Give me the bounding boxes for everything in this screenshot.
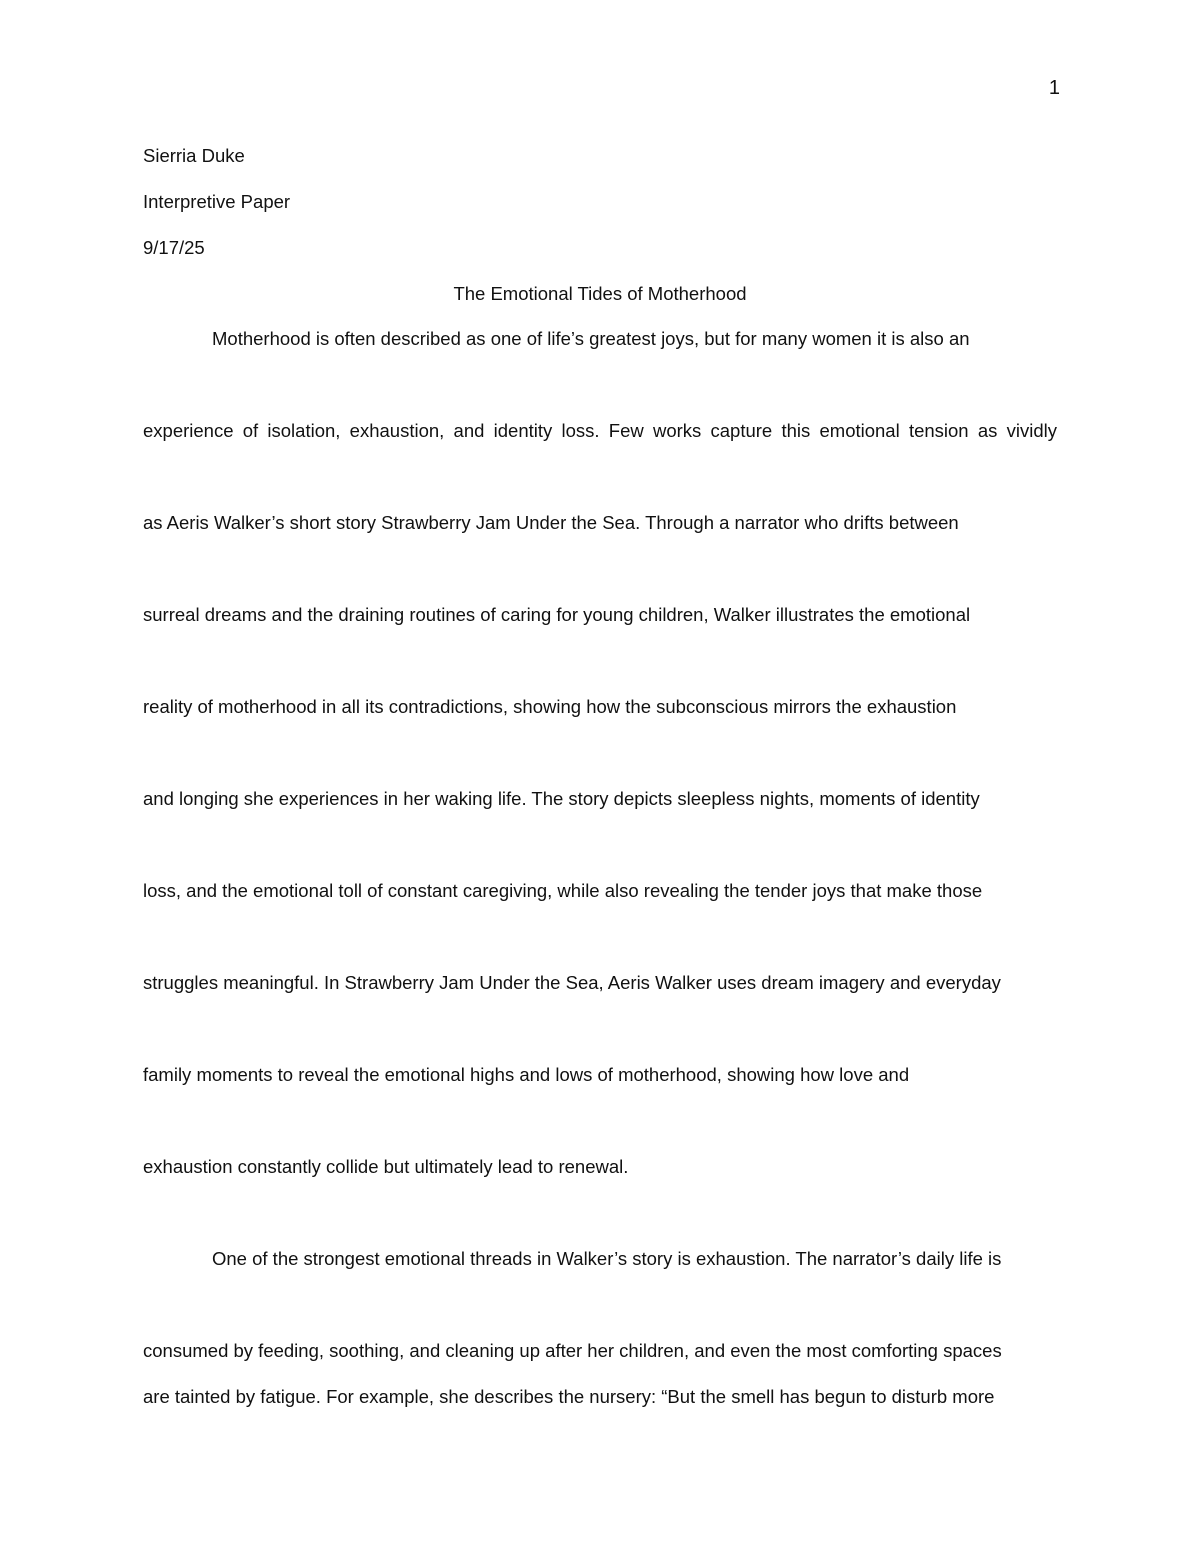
paper-date: 9/17/25	[143, 237, 205, 258]
body-line-13: are tainted by fatigue. For example, she describes the nursery: “But the smell has begun to disturb more	[143, 1386, 995, 1407]
body-line-7: loss, and the emotional toll of constant caregiving, while also revealing the tender joys that make those	[143, 880, 983, 901]
body-line-2: experience of isolation, exhaustion, and identity loss. Few works capture this emotional tension as vividly	[143, 420, 1057, 441]
body-line-1: Motherhood is often described as one of life’s greatest joys, but for many women it is also an	[212, 328, 970, 349]
body-line-12: consumed by feeding, soothing, and cleaning up after her children, and even the most comforting spaces	[143, 1340, 1002, 1361]
body-line-3: as Aeris Walker’s short story Strawberry Jam Under the Sea. Through a narrator who drifts between	[143, 512, 959, 533]
body-line-8: struggles meaningful. In Strawberry Jam Under the Sea, Aeris Walker uses dream imagery and everyday	[143, 972, 1001, 993]
page-number: 1	[1048, 77, 1060, 99]
body-line-6: and longing she experiences in her waking life. The story depicts sleepless nights, moments of identity	[143, 788, 980, 809]
body-line-4: surreal dreams and the draining routines of caring for young children, Walker illustrates the emotional	[143, 604, 971, 625]
paper-title: The Emotional Tides of Motherhood	[453, 283, 747, 304]
body-line-10: exhaustion constantly collide but ultimately lead to renewal.	[143, 1156, 629, 1177]
body-line-11: One of the strongest emotional threads in Walker’s story is exhaustion. The narrator’s daily life is	[212, 1248, 1002, 1269]
author-name: Sierria Duke	[143, 145, 245, 166]
assignment-type: Interpretive Paper	[143, 191, 291, 212]
body-line-9: family moments to reveal the emotional highs and lows of motherhood, showing how love and	[143, 1064, 910, 1085]
body-line-5: reality of motherhood in all its contradictions, showing how the subconscious mirrors the exhaustion	[143, 696, 957, 717]
